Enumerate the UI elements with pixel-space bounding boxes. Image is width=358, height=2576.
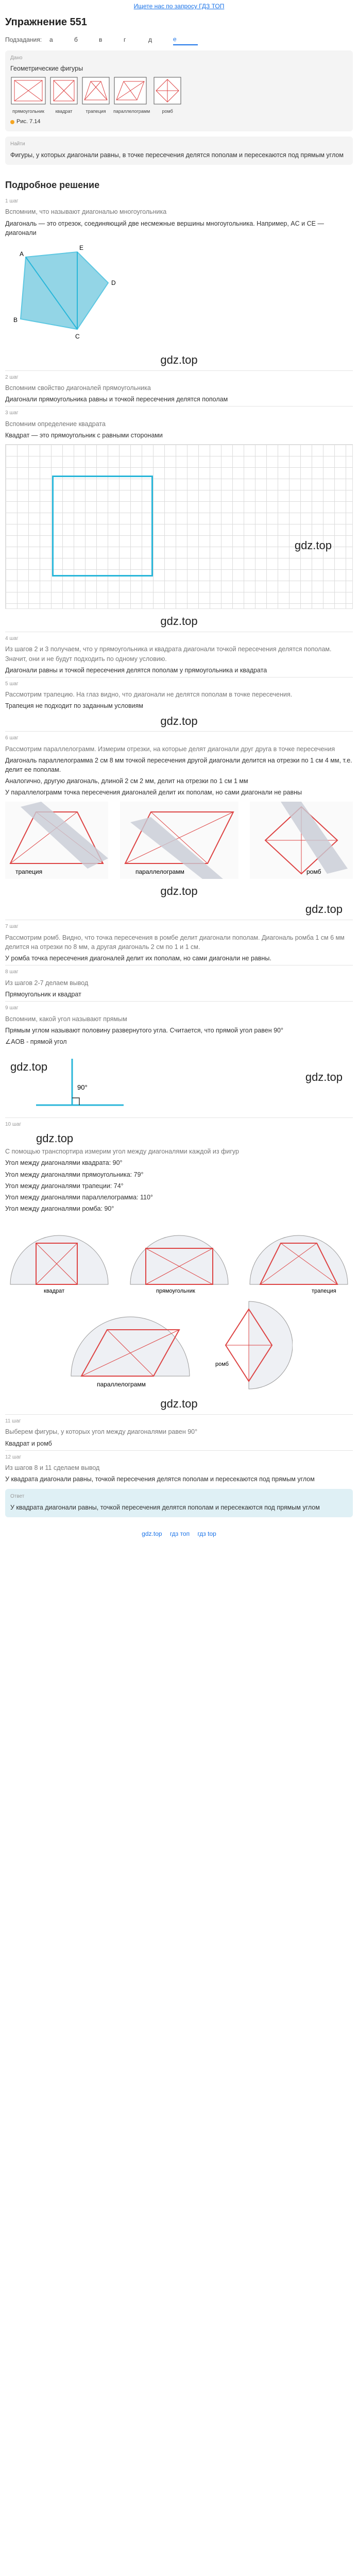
step-text-3: У параллелограмм точка пересечения диагоналей делит их пополам, но сами диагонали не равны bbox=[5, 789, 302, 796]
step-number: 3 шаг bbox=[5, 410, 19, 416]
measure-line: Угол между диагоналями квадрата: 90° bbox=[5, 1159, 123, 1167]
step-hint: Рассмотрим трапецию. На глаз видно, что диагонали не делятся пополам в точке пересечения. bbox=[5, 691, 293, 699]
step-number: 7 шаг bbox=[5, 924, 19, 930]
figure-label: параллелограмм bbox=[113, 109, 150, 114]
figure-label: трапеция bbox=[86, 109, 106, 114]
divider bbox=[5, 370, 353, 371]
step-text: Трапеция не подходит по заданным условиям bbox=[5, 702, 143, 710]
rhombus-figure-icon bbox=[153, 76, 182, 105]
protractor-parallelogram bbox=[66, 1299, 195, 1392]
step-hint: Вспомним определение квадрата bbox=[5, 420, 106, 428]
step-text: Квадрат — это прямоугольник с равными сторонами bbox=[5, 431, 163, 439]
step-text-2: ∠AOB - прямой угол bbox=[5, 1038, 67, 1045]
vertex-b-label: B bbox=[13, 316, 18, 324]
step-text: Диагональ параллелограмма 2 см 8 мм точкой пересечения другой диагонали делится на отрезки по 1 см 4 мм, т.е. делит ее пополам. bbox=[5, 757, 352, 774]
step-hint: Рассмотрим параллелограмм. Измерим отрезки, на которые делят диагонали друг друга в точке пересечения bbox=[5, 745, 335, 753]
step-text: Диагональ — это отрезок, соединяющий две несмежные вершины многоугольника. Например, AC и CE — диагонали bbox=[5, 219, 324, 236]
protractor-label: ромб bbox=[215, 1361, 229, 1368]
subtask-g[interactable]: г bbox=[124, 36, 126, 44]
protractor-square bbox=[5, 1217, 113, 1295]
watermark: gdz.top bbox=[160, 353, 198, 366]
subtask-e[interactable]: е bbox=[173, 35, 198, 45]
square-grid-figure bbox=[5, 444, 353, 609]
protractor-label: трапеция bbox=[312, 1288, 336, 1295]
subtask-a[interactable]: а bbox=[49, 36, 53, 44]
figure-parallelogram bbox=[113, 76, 150, 115]
figure-rhombus bbox=[153, 76, 182, 115]
divider bbox=[5, 1450, 353, 1451]
divider bbox=[5, 1117, 353, 1118]
protractor-row-2 bbox=[5, 1299, 353, 1392]
step-number: 6 шаг bbox=[5, 735, 19, 741]
answer-hint: Ответ bbox=[10, 1494, 25, 1500]
step-number: 1 шаг bbox=[5, 198, 19, 204]
subtask-b[interactable]: б bbox=[74, 36, 78, 44]
given-hint: Дано bbox=[10, 55, 23, 61]
step-hint: С помощью транспортира измерим угол между диагоналями каждой из фигур bbox=[5, 1148, 239, 1156]
page-title: Упражнение 551 bbox=[5, 16, 87, 28]
step-number: 5 шаг bbox=[5, 681, 19, 687]
vertex-a-label: A bbox=[20, 250, 24, 258]
rhombus-label: ромб bbox=[306, 868, 321, 875]
watermark: gdz.top bbox=[36, 1132, 74, 1145]
watermark: gdz.top bbox=[10, 1060, 48, 1073]
protractor-rhombus bbox=[205, 1299, 293, 1392]
divider bbox=[5, 731, 353, 732]
pentagon-diagram bbox=[10, 242, 124, 345]
caption-text: Рис. 7.14 bbox=[16, 118, 41, 125]
step-number: 4 шаг bbox=[5, 635, 19, 641]
footer-link[interactable]: gdz.top bbox=[142, 1530, 162, 1538]
protractor-label: параллелограмм bbox=[96, 1381, 146, 1388]
caption-dot-icon bbox=[10, 120, 14, 124]
step-hint: Вспомним свойство диагоналей прямоугольника bbox=[5, 384, 151, 392]
rectangle-figure-icon bbox=[10, 76, 46, 105]
square-shape bbox=[52, 476, 153, 577]
subtask-nav bbox=[5, 35, 353, 45]
parallelogram-ruler-photo bbox=[120, 802, 238, 879]
angle-90-label: 90° bbox=[77, 1083, 88, 1091]
find-hint: Найти bbox=[10, 141, 25, 147]
step-number: 12 шаг bbox=[5, 1454, 22, 1460]
step-text: Диагонали прямоугольника равны и точкой пересечения делятся пополам bbox=[5, 396, 228, 403]
figure-square bbox=[49, 76, 78, 115]
subtask-label: Подзадания: bbox=[5, 36, 42, 44]
step-number: 8 шаг bbox=[5, 969, 19, 975]
top-link[interactable]: Ищете нас по запросу ГДЗ ТОП bbox=[133, 3, 225, 10]
watermark: gdz.top bbox=[294, 539, 332, 552]
figure-label: квадрат bbox=[55, 109, 73, 114]
protractor-trapezoid bbox=[245, 1217, 353, 1295]
trapezoid-figure-icon bbox=[81, 76, 110, 105]
ruler-figures bbox=[5, 802, 353, 879]
figure-label: прямоугольник bbox=[12, 109, 44, 114]
step-number: 10 шаг bbox=[5, 1121, 22, 1127]
right-angle-diagram bbox=[26, 1054, 129, 1115]
answer-card bbox=[5, 1489, 353, 1517]
protractor-label: прямоугольник bbox=[156, 1288, 195, 1295]
footer-links bbox=[5, 1522, 353, 1549]
footer-link[interactable]: гдз top bbox=[197, 1530, 216, 1538]
answer-text: У квадрата диагонали равны, точкой пересечения делятся пополам и пересекаются под прямым углом bbox=[10, 1503, 320, 1511]
solution-title: Подробное решение bbox=[5, 179, 100, 190]
measure-line: Угол между диагоналями трапеции: 74° bbox=[5, 1182, 124, 1190]
watermark: gdz.top bbox=[160, 884, 198, 897]
step-text-2: Аналогично, другую диагональ, длиной 2 см 2 мм, делит на отрезки по 1 см 1 мм bbox=[5, 777, 248, 785]
step-hint: Рассмотрим ромб. Видно, что точка пересечения в ромбе делит диагонали пополам. Диагональ ромба 1 см 6 мм делится на отрезки по 8 мм, а другая диагональ 2 см по 1 и 1 см. bbox=[5, 934, 345, 951]
right-angle-figure bbox=[5, 1048, 353, 1115]
find-text: Фигуры, у которых диагонали равны, в точке пересечения делятся пополам и пересекаются под прямым углом bbox=[10, 151, 344, 159]
step-text: Квадрат и ромб bbox=[5, 1439, 52, 1447]
step-hint: Вспомним, какой угол называют прямым bbox=[5, 1015, 127, 1023]
step-number: 2 шаг bbox=[5, 374, 19, 380]
measure-line: Угол между диагоналями параллелограмма: 110° bbox=[5, 1193, 153, 1201]
step-hint: Из шагов 2-7 делаем вывод bbox=[5, 979, 89, 987]
step-hint: Из шагов 2 и 3 получаем, что у прямоугольника и квадрата диагонали точкой пересечения делятся пополам. Значит, они и не будут подходить по одному условию. bbox=[5, 646, 332, 663]
given-card bbox=[5, 50, 353, 131]
trapezoid-ruler-photo bbox=[5, 802, 108, 879]
divider bbox=[5, 1414, 353, 1415]
square-figure-icon bbox=[49, 76, 78, 105]
step-hint: Вспомним, что называют диагональю многоугольника bbox=[5, 208, 167, 216]
figure-trapezoid bbox=[81, 76, 110, 115]
step-text: Прямым углом называют половину развернутого угла. Считается, что прямой угол равен 90° bbox=[5, 1026, 283, 1034]
step-hint: Из шагов 8 и 11 сделаем вывод bbox=[5, 1464, 100, 1472]
watermark: gdz.top bbox=[305, 903, 343, 916]
figure-rectangle bbox=[10, 76, 46, 115]
step-hint: Выберем фигуры, у которых угол между диагоналями равен 90° bbox=[5, 1428, 198, 1436]
watermark: gdz.top bbox=[160, 1397, 198, 1411]
measure-line: Угол между диагоналями прямоугольника: 79° bbox=[5, 1171, 144, 1178]
protractor-rectangle bbox=[125, 1217, 233, 1295]
divider bbox=[5, 1001, 353, 1002]
step-text: У квадрата диагонали равны, точкой пересечения делятся пополам и пересекаются под прямым углом bbox=[5, 1476, 315, 1483]
step-number: 9 шаг bbox=[5, 1005, 19, 1011]
vertex-e-label: E bbox=[79, 244, 84, 251]
step-number: 11 шаг bbox=[5, 1418, 21, 1424]
given-text: Геометрические фигуры bbox=[10, 65, 83, 73]
parallelogram-figure-icon bbox=[113, 76, 147, 105]
footer-link[interactable]: гдз топ bbox=[169, 1530, 190, 1538]
figure-caption bbox=[10, 118, 348, 126]
pentagon-figure bbox=[10, 242, 353, 348]
subtask-v[interactable]: в bbox=[99, 36, 103, 44]
vertex-d-label: D bbox=[111, 279, 116, 286]
protractor-label: квадрат bbox=[44, 1288, 65, 1295]
step-text: У ромба точка пересечения диагоналей делит их пополам, но сами диагонали не равны. bbox=[5, 955, 271, 962]
watermark: gdz.top bbox=[160, 615, 198, 628]
watermark: gdz.top bbox=[305, 1070, 343, 1083]
figure-label: ромб bbox=[162, 109, 173, 114]
measure-line: Угол между диагоналями ромба: 90° bbox=[5, 1205, 114, 1212]
rhombus-ruler-photo bbox=[250, 802, 353, 879]
step-text: Прямоугольник и квадрат bbox=[5, 990, 81, 998]
step-text: Диагонали равны и точкой пересечения делятся пополам у прямоугольника и квадрата bbox=[5, 666, 267, 674]
vertex-c-label: C bbox=[75, 332, 80, 340]
given-figures bbox=[10, 76, 182, 115]
protractor-row-1 bbox=[5, 1217, 353, 1295]
subtask-d[interactable]: д bbox=[148, 36, 152, 44]
parallelogram-label: параллелограмм bbox=[135, 868, 184, 875]
find-card bbox=[5, 137, 353, 165]
watermark: gdz.top bbox=[160, 714, 198, 727]
trapezoid-label: трапеция bbox=[15, 868, 43, 875]
